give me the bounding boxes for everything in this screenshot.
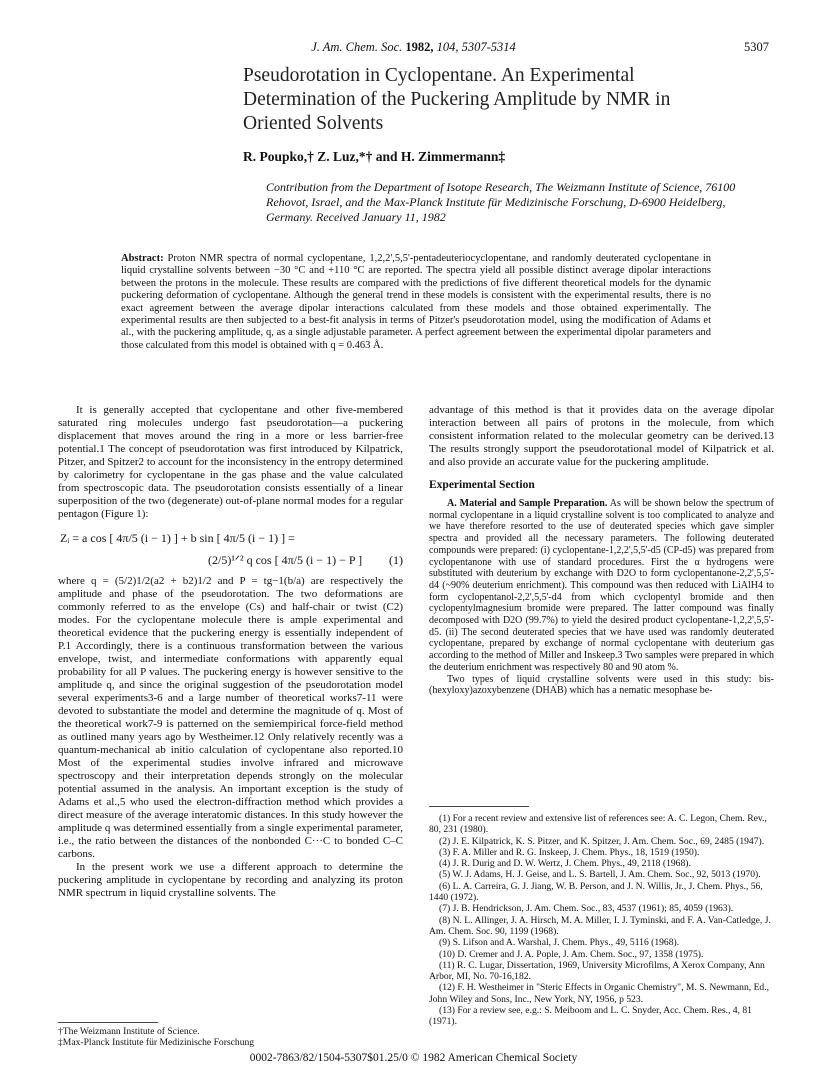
abstract	[121, 253, 711, 352]
solvents-paragraph: Two types of liquid crystalline solvents were used in this study: bis-(hexyloxy)azoxybenzene (DHAB) which has a nematic mesophase be-	[429, 673, 774, 697]
left-column	[58, 404, 403, 900]
reference-item: (8) N. L. Allinger, J. A. Hirsch, M. A. Miller, I. J. Tyminski, and F. A. Van-Catledge, J. Am. Chem. Soc. 90, 1199 (1968).	[429, 914, 771, 937]
intro-paragraph-4: advantage of this method is that it provides data on the average dipolar interaction between all pairs of protons in the molecule, from which consistent information related to the molecular geometry can be derived.13 The results strongly support the pseudorotational model of Kilpatrick et al. and also provide an accurate value for the puckering amplitude.	[429, 404, 774, 468]
reference-item: (12) F. H. Westheimer in "Steric Effects in Organic Chemistry", M. S. Newmann, Ed., John Wiley and Sons, Inc., New York, NY, 1956, p 523.	[429, 982, 770, 1005]
right-column	[429, 404, 774, 697]
equation-line-2	[58, 549, 403, 571]
journal-year: 1982,	[405, 40, 434, 54]
copyright-line: 0002-7863/82/1504-5307$01.25/0 © 1982 American Chemical Society	[249, 1052, 578, 1064]
reference-item: (4) J. R. Durig and D. W. Wertz, J. Chem. Phys., 49, 2118 (1968).	[439, 858, 691, 870]
reference-item: (1) For a recent review and extensive list of references see: A. C. Legon, Chem. Rev., 80, 231 (1980).	[429, 813, 767, 836]
reference-item: (2) J. E. Kilpatrick, K. S. Pitzer, and K. Spitzer, J. Am. Chem. Soc., 69, 2485 (1947).	[439, 835, 765, 847]
reference-item: (7) J. B. Hendrickson, J. Am. Chem. Soc., 83, 4537 (1961); 85, 4059 (1963).	[439, 903, 734, 915]
equation-1	[58, 527, 403, 571]
reference-item: (9) S. Lifson and A. Warshal, J. Chem. Phys., 49, 5116 (1968).	[439, 937, 680, 949]
reference-item: (11) R. C. Lugar, Dissertation, 1969, University Microfilms, A Xerox Company, Ann Arbor, MI, No. 70-16,182.	[429, 959, 765, 983]
journal-volume-pages: 104, 5307-5314	[436, 40, 516, 54]
section-heading-experimental: Experimental Section	[429, 479, 535, 491]
footnote-max-planck: ‡Max-Planck Institute für Medizinische Forschung	[58, 1037, 255, 1048]
equation-line-1: Zᵢ = a cos [ 4π/5 (i − 1) ] + b sin [ 4π/5 (i − 1) ] =	[60, 531, 295, 545]
reference-list	[429, 806, 774, 1028]
reference-item: (13) For a review see, e.g.: S. Meiboom and L. C. Snyder, Acc. Chem. Res., 4, 81 (1971).	[429, 1005, 752, 1028]
page-number: 5307	[744, 40, 769, 54]
affiliation: Contribution from the Department of Isotope Research, The Weizmann Institute of Science, 76100 Rehovot, Israel, and the Max-Planck Institute für Medizinische Forschung, D-6900 Heidelberg, Germany. Received January 11, 1982	[266, 180, 736, 224]
running-header	[0, 40, 827, 55]
reference-item: (6) L. A. Carreira, G. J. Jiang, W. B. Person, and J. N. Willis, Jr., J. Chem. Phys., 56, 1440 (1972).	[429, 880, 763, 904]
intro-paragraph-2: where q = (5/2)1/2(a2 + b2)1/2 and P = tg−1(b/a) are respectively the amplitude and phase of the pseudorotation. The two deformations are commonly referred to as the envelope (Cs) and half-chair or twist (C2) modes. For the cyclopentane molecule there is ample experimental and theoretical evidence that the puckering energy is essentially independent of P.1 Accordingly, there is a continuous transformation between the various envelope, twist, and intermediate conformations with apparently equal probability for all P values. The puckering energy is however sensitive to the amplitude q, and since the original suggestion of the pseudorotation model several experiments3-6 and a large number of theoretical works7-11 were devoted to substantiate the model and determine the magnitude of q. Most of the theoretical work7-9 is patterned on the semiempirical force-field method as outlined many years ago by Westheimer.12 Only relatively recently was a quantum-mechanical ab initio calculation of cyclopentane also reported.10 Most of the experimental studies involve infrared and microwave spectroscopy and their interpretation depends strongly on the molecular potential assumed in the analysis. An important exception is the study of Adams et al.,5 who used the electron-diffraction method which provides a direct measure of the average interatomic distances. In this study however the amplitude q was determined essentially from a single experimental parameter, i.e., the ratio between the distances of the nonbonded C···C to bonded C–C carbons.	[58, 575, 403, 860]
reference-rule	[429, 806, 529, 807]
abstract-label: Abstract:	[121, 253, 164, 264]
reference-item: (10) D. Cremer and J. A. Pople, J. Am. Chem. Soc., 97, 1358 (1975).	[439, 948, 704, 960]
materials-text: As will be shown below the spectrum of normal cyclopentane in a liquid crystalline solvent is too complicated to analyze and we have therefore resorted to the use of deuterated species which gave simpler spectra and provided all the necessary parameters. The following deuterated compounds were prepared: (i) cyclopentane-1,2,2',5,5'-d5 (CP-d5) was prepared from cyclopentanone with use of standard procedures. First the α hydrogens were substituted with deuterium by exchange with D2O to form cyclopentanone-2,2',5,5'-d4 (~90% deuterium enrichment). This compound was then reduced with LiAlH4 to form cyclopentanol-2,2',5,5'-d4 from which cyclopentyl bromide and then cyclopentylmagnesium bromide were prepared. The latter compound was finally decomposed with D2O (99.7%) to yield the desired product cyclopentane-1,2,2',5,5'-d5. (ii) The second deuterated species that we have used was randomly deuterated cyclopentane, prepared by exchange of normal cyclopentane with deuterium gas according to the method of Miller and Inskeep.3 Two samples were prepared in which the deuterium enrichment was respectively 80 and 90 atom %.	[429, 498, 774, 673]
equation-line-2-text: (2/5)¹ᐟ² q cos [ 4π/5 (i − 1) − P ]	[208, 553, 363, 567]
footnote-weizmann: †The Weizmann Institute of Science.	[58, 1026, 200, 1037]
author-list: R. Poupko,† Z. Luz,*† and H. Zimmermann‡	[243, 149, 506, 164]
affiliation-footnotes	[58, 1022, 403, 1048]
reference-item: (3) F. A. Miller and R. G. Inskeep, J. Chem. Phys., 18, 1519 (1950).	[439, 846, 700, 858]
intro-paragraph-1: It is generally accepted that cyclopentane and other five-membered saturated ring molecules undergo fast pseudorotation—a puckering displacement that moves around the ring in a more or less barrier-free potential.1 The concept of pseudorotation was first introduced by Kilpatrick, Pitzer, and Spitzer2 to account for the inconsistency in the entropy determined by calorimetry for cyclopentane in the gas phase and the value calculated from spectroscopic data. The pseudorotation consists essentially of a linear superposition of the two (degenerate) out-of-plane normal modes for a regular pentagon (Figure 1):	[58, 404, 403, 520]
footnote-rule	[58, 1022, 158, 1023]
subsection-heading-materials: A. Material and Sample Preparation.	[447, 498, 608, 509]
article-title: Pseudorotation in Cyclopentane. An Experimental Determination of the Puckering Amplitude by NMR in Oriented Solvents	[243, 65, 671, 134]
materials-paragraph	[429, 498, 774, 674]
abstract-text: Proton NMR spectra of normal cyclopentane, 1,2,2',5,5'-pentadeuteriocyclopentane, and randomly deuterated cyclopentane in liquid crystalline solvents between −30 °C and +110 °C are reported. The spectra yield all possible distinct average dipolar interactions between the protons in the molecule. These results are compared with the predictions of five different theoretical models for the dynamic puckering deformation of cyclopentane. Although the general trend in these models is consistent with the experimental results, there is no exact agreement between the average dipolar interactions calculated from these models and those obtained experimentally. The experimental results are then subjected to a best-fit analysis in terms of Pitzer's pseudorotation model, using the modification of Adams et al., with the puckering amplitude, q, as a single adjustable parameter. A perfect agreement between the experimental dipolar parameters and those calculated from this model is obtained with q = 0.463 Å.	[121, 253, 711, 351]
reference-item: (5) W. J. Adams, H. J. Geise, and L. S. Bartell, J. Am. Chem. Soc., 92, 5013 (1970).	[439, 869, 761, 881]
journal-name: J. Am. Chem. Soc.	[311, 40, 403, 54]
intro-paragraph-3: In the present work we use a different approach to determine the puckering amplitude in cyclopentane by recording and analyzing its proton NMR spectrum in liquid crystalline solvents. The	[58, 861, 403, 899]
equation-number: (1)	[389, 553, 403, 567]
